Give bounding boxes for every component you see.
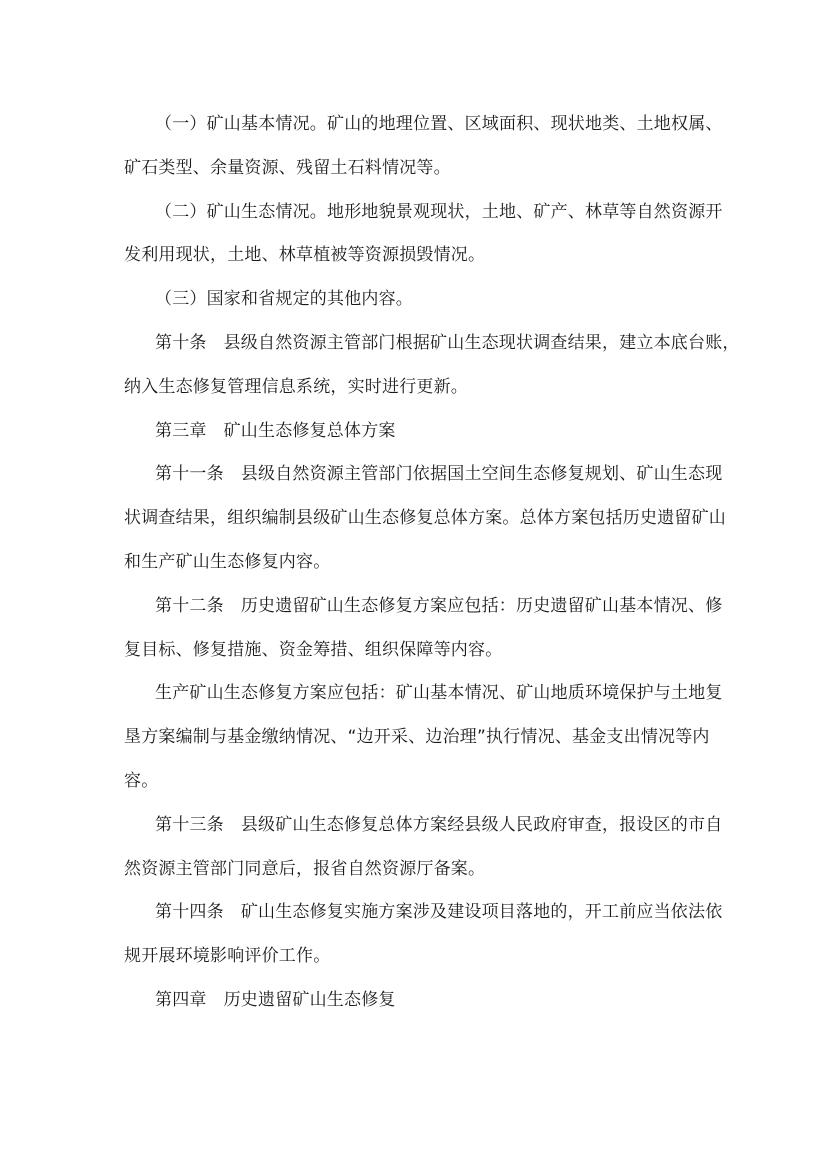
line-text: 县级自然资源主管部门根据矿山生态现状调查结果，建立本底台账， [223,332,740,353]
article-heading-line [124,458,723,502]
paragraph-line [124,721,710,765]
paragraph-line [124,371,704,415]
paragraph-line [124,196,723,240]
article-label: 第十二条 [155,595,224,616]
article-label: 第十一条 [155,464,224,485]
paragraph-line [124,940,704,984]
paragraph-line [124,546,704,590]
line-text: 矿石类型、余量资源、残留土石料情况等。 [124,157,451,178]
paragraph-line [124,283,704,327]
line-text: 容。 [124,770,159,791]
line-text: （一）矿山基本情况。矿山的地理位置、区域面积、现状地类、土地权属、 [155,114,723,134]
paragraph-line [124,502,726,546]
chapter-label: 第三章 [155,420,207,441]
chapter-title: 矿山生态修复总体方案 [223,420,396,441]
paragraph-line [124,634,704,678]
article-heading-line [124,590,723,634]
line-text: 规开展环境影响评价工作。 [124,946,331,967]
paragraph-line [124,108,723,152]
line-text: 和生产矿山生态修复内容。 [124,551,331,572]
line-text: 县级矿山生态修复总体方案经县级人民政府审查，报设区的市自 [240,814,723,835]
chapter-label: 第四章 [155,989,207,1010]
paragraph-line [124,152,704,196]
article-label: 第十三条 [155,814,224,835]
article-heading-line [124,896,723,940]
line-text: （二）矿山生态情况。地形地貌景观现状，土地、矿产、林草等自然资源开 [155,201,723,222]
article-label: 第十条 [155,332,207,353]
paragraph-line [124,239,704,283]
article-heading-line [124,809,723,853]
line-text: 矿山生态修复实施方案涉及建设项目落地的，开工前应当依法依 [240,902,723,923]
line-text: 县级自然资源主管部门依据国土空间生态修复规划、矿山生态现 [240,464,723,485]
chapter-heading [124,415,704,459]
paragraph-line [124,765,704,809]
line-text: （三）国家和省规定的其他内容。 [155,289,413,310]
paragraph-line [124,853,704,897]
article-heading-line [124,327,740,371]
line-text: 纳入生态修复管理信息系统，实时进行更新。 [124,376,468,397]
article-label: 第十四条 [155,902,224,923]
line-text: 历史遗留矿山生态修复方案应包括：历史遗留矿山基本情况、修 [240,595,723,616]
line-text: 垦方案编制与基金缴纳情况、“边开采、边治理”执行情况、基金支出情况等内 [124,727,710,748]
line-text: 复目标、修复措施、资金筹措、组织保障等内容。 [124,639,503,660]
line-text: 然资源主管部门同意后，报省自然资源厅备案。 [124,858,486,879]
chapter-heading [124,984,704,1028]
paragraph-line [124,677,723,721]
chapter-title: 历史遗留矿山生态修复 [223,989,396,1010]
line-text: 状调查结果，组织编制县级矿山生态修复总体方案。总体方案包括历史遗留矿山 [124,508,726,529]
line-text: 发利用现状，土地、林草植被等资源损毁情况。 [124,245,486,266]
document-body [124,108,740,1028]
line-text: 生产矿山生态修复方案应包括：矿山基本情况、矿山地质环境保护与土地复 [155,683,723,704]
